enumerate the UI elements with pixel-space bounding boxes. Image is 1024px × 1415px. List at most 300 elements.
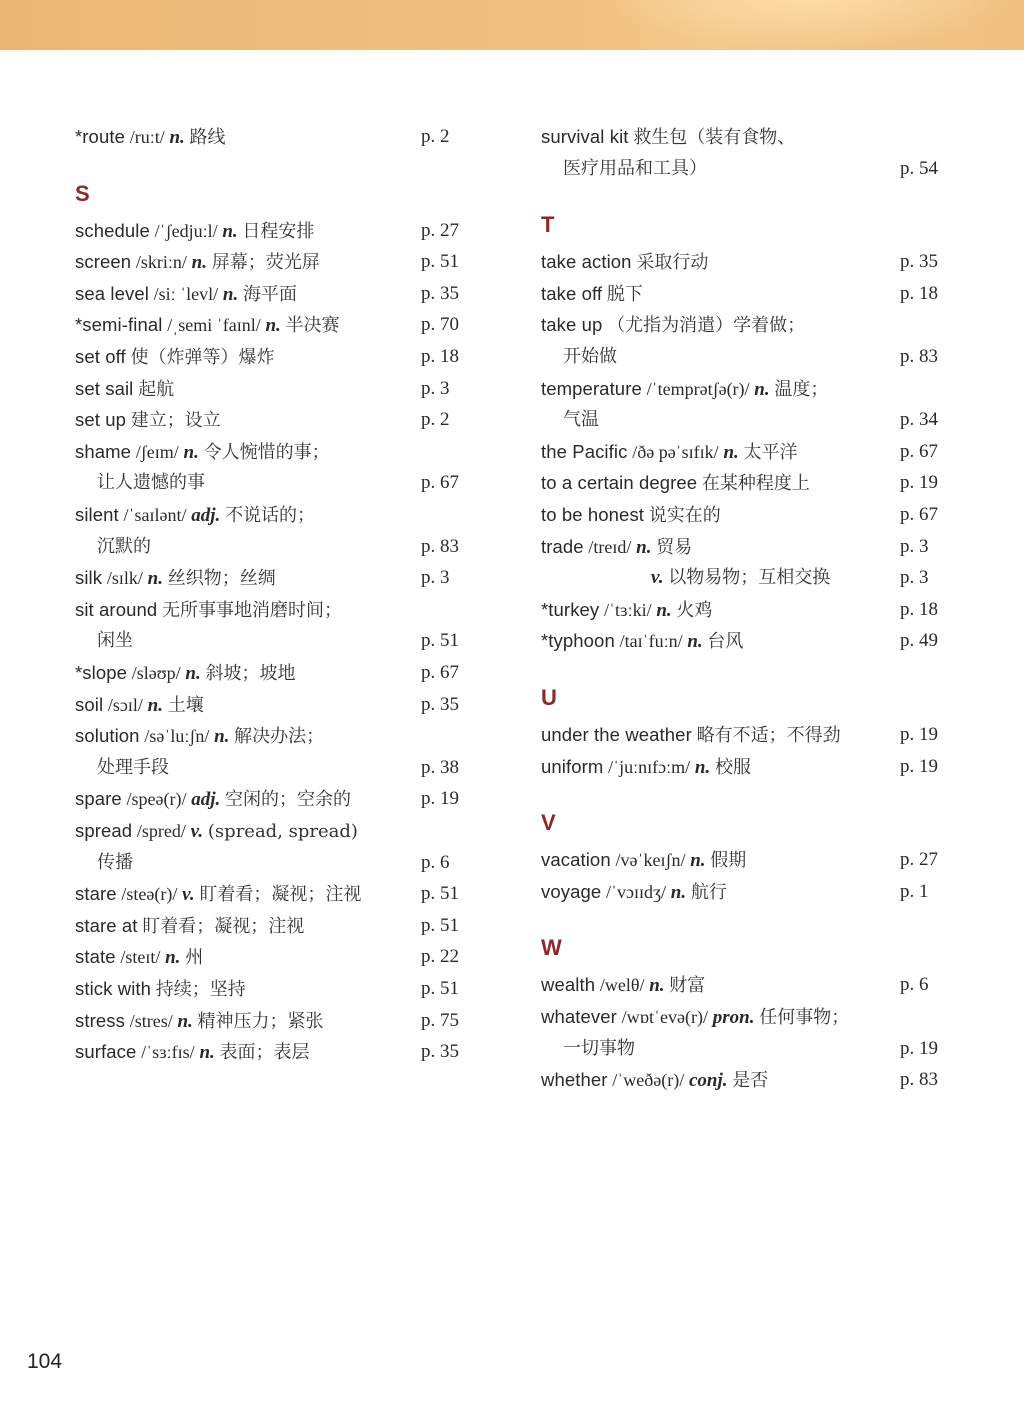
entry-definition-continued (563, 154, 707, 184)
entry-headword: take action (541, 251, 632, 273)
entry-headword: set off (75, 346, 126, 367)
entry-page-ref: p. 2 (421, 409, 450, 431)
entry-headword: spread (75, 820, 133, 841)
glossary-entry (541, 500, 961, 530)
entry-part-of-speech: n. (177, 1010, 193, 1032)
entry-headword: whether (541, 1069, 608, 1091)
entry-phonetic: /wɒtˈevə(r)/ (621, 1007, 708, 1027)
entry-text (75, 374, 174, 405)
entry-page-ref: p. 27 (900, 849, 938, 871)
entry-text (75, 658, 296, 689)
entry-headword: *turkey (541, 598, 600, 620)
glossary-entry (75, 595, 475, 625)
entry-definition: 说实在的 (648, 505, 721, 526)
entry-page-ref: p. 67 (421, 662, 459, 683)
entry-page-ref: p. 3 (900, 567, 929, 589)
glossary-entry (541, 374, 961, 404)
entry-phonetic: /welθ/ (599, 975, 645, 996)
entry-text (75, 784, 351, 815)
entry-text (541, 468, 810, 499)
entry-phonetic: /ˌsemi ˈfaɪnl/ (167, 315, 261, 336)
entry-part-of-speech: n. (723, 441, 739, 463)
entry-headword: survival kit (541, 126, 629, 147)
entry-page-ref: p. 27 (421, 219, 459, 241)
entry-page-ref: p. 19 (421, 788, 459, 810)
entry-definition: 解决办法； (234, 726, 325, 748)
entry-text (75, 563, 276, 594)
entry-phonetic: /ʃeɪm/ (135, 441, 179, 462)
entry-definition: 无所事事地消磨时间； (162, 599, 342, 621)
glossary-entry (75, 942, 475, 972)
entry-part-of-speech: n. (754, 378, 770, 400)
section-letter: T (541, 212, 555, 238)
entry-text (75, 595, 342, 626)
glossary-entry (541, 877, 961, 907)
entry-phonetic: /vəˈkeɪʃn/ (615, 850, 686, 871)
glossary-entry (75, 437, 475, 467)
section-letter: U (541, 685, 557, 710)
entry-text (541, 595, 712, 626)
entry-definition: 以物易物；互相交换 (668, 567, 831, 589)
entry-text (75, 816, 358, 847)
entry-headword: stick with (75, 978, 152, 999)
entry-page-ref: p. 49 (900, 630, 938, 652)
glossary-entry-continuation (75, 532, 475, 562)
entry-part-of-speech: n. (690, 850, 706, 872)
entry-headword: *slope (75, 662, 128, 683)
entry-page-ref: p. 35 (421, 282, 459, 304)
entry-page-ref: p. 51 (421, 251, 459, 273)
entry-part-of-speech: conj. (689, 1070, 728, 1092)
entry-definition: 丝织物；丝绸 (167, 568, 276, 590)
glossary-entry-continuation (541, 342, 961, 372)
glossary-entry-continuation (541, 154, 961, 184)
entry-page-ref: p. 70 (421, 314, 459, 336)
entry-definition: 日程安排 (242, 220, 315, 242)
entry-part-of-speech: n. (185, 663, 201, 684)
entry-page-ref: p. 18 (900, 598, 938, 620)
entry-text (541, 374, 828, 405)
entry-headword: take up (541, 314, 603, 336)
entry-definition: 让人遗憾的事 (97, 472, 205, 494)
entry-definition-continued (97, 626, 133, 656)
entry-definition: 气温 (563, 409, 599, 431)
entry-phonetic: /ˈjuːnɪfɔːm/ (608, 756, 691, 777)
glossary-entry (541, 437, 961, 467)
entry-page-ref: p. 22 (421, 946, 459, 968)
entry-text (75, 310, 340, 341)
entry-page-ref: p. 83 (900, 346, 938, 367)
entry-part-of-speech: n. (265, 315, 281, 337)
entry-part-of-speech: n. (199, 1042, 215, 1064)
entry-part-of-speech: v. (182, 884, 195, 906)
entry-definition: 起航 (138, 378, 175, 400)
entry-page-ref: p. 19 (900, 472, 938, 494)
entry-phonetic: /steɪt/ (120, 947, 161, 968)
entry-page-ref: p. 2 (421, 126, 450, 147)
entry-part-of-speech: adj. (191, 505, 221, 526)
entry-part-of-speech: n. (649, 975, 665, 997)
entry-headword: whatever (541, 1006, 617, 1027)
entry-part-of-speech: n. (687, 631, 703, 653)
entry-page-ref: p. 3 (421, 377, 450, 399)
glossary-entry (75, 974, 475, 1004)
glossary-entry-continuation (541, 1034, 961, 1064)
entry-text (541, 437, 798, 468)
entry-definition: 盯着看；凝视；注视 (142, 915, 305, 937)
entry-definition: 火鸡 (676, 599, 713, 621)
entry-headword: under the weather (541, 724, 692, 745)
entry-headword: the Pacific (541, 440, 628, 462)
entry-page-ref: p. 6 (421, 851, 450, 873)
entry-part-of-speech: n. (147, 694, 163, 716)
entry-text (541, 877, 727, 908)
glossary-entry (75, 784, 475, 814)
entry-headword: shame (75, 440, 132, 462)
entry-definition: 航行 (690, 881, 727, 903)
entry-headword: spare (75, 788, 122, 810)
entry-text (541, 310, 805, 341)
entry-headword: set up (75, 409, 126, 431)
entry-phonetic: /ruːt/ (129, 127, 165, 147)
entry-headword: surface (75, 1041, 137, 1063)
entry-phonetic: /ˈsaɪlənt/ (123, 505, 187, 525)
entry-phonetic: /ðə pəˈsɪfɪk/ (632, 441, 719, 462)
entry-definition: 是否 (732, 1070, 769, 1092)
glossary-entry (75, 658, 475, 688)
entry-definition-continued (97, 848, 133, 878)
entry-headword: trade (541, 535, 584, 557)
entry-definition-continued (563, 405, 599, 435)
entry-definition: 太平洋 (743, 441, 798, 463)
entry-part-of-speech: n. (147, 568, 163, 590)
entry-definition: （尤指为消遣）学着做； (607, 315, 806, 337)
entry-definition: 开始做 (563, 346, 617, 367)
entry-headword: screen (75, 251, 132, 273)
entry-phonetic: /səˈluːʃn/ (144, 726, 210, 747)
glossary-entry (75, 816, 475, 846)
entry-part-of-speech: n. (169, 127, 185, 148)
entry-phonetic: /stres/ (129, 1010, 173, 1031)
entry-phonetic: /taɪˈfuːn/ (619, 631, 683, 652)
entry-headword: voyage (541, 880, 602, 902)
entry-definition: 校服 (714, 756, 751, 778)
entry-part-of-speech: n. (165, 947, 181, 969)
glossary-entry-continuation (75, 753, 475, 783)
glossary-entry (75, 911, 475, 941)
entry-definition: 海平面 (243, 283, 297, 305)
entry-phonetic: /speə(r)/ (126, 789, 187, 810)
entry-definition: 令人惋惜的事； (203, 441, 330, 463)
glossary-entry-continuation (541, 563, 961, 593)
entry-text (541, 532, 692, 563)
glossary-entry (541, 845, 961, 875)
entry-phonetic: /skriːn/ (135, 252, 187, 273)
band-glow (600, 0, 1020, 50)
entry-page-ref: p. 83 (900, 1069, 938, 1091)
entry-part-of-speech: n. (214, 726, 230, 748)
glossary-entry (75, 216, 475, 246)
page-number: 104 (27, 1350, 63, 1373)
entry-page-ref: p. 3 (900, 535, 929, 557)
entry-text (541, 279, 643, 310)
entry-text (75, 405, 221, 436)
glossary-entry (541, 970, 961, 1000)
entry-phonetic: /ˈvɔɪɪdʒ/ (606, 881, 666, 902)
entry-headword: *route (75, 126, 125, 147)
entry-phonetic: /ˈtemprətʃə(r)/ (646, 378, 750, 399)
entry-definition: 财富 (669, 975, 706, 997)
entry-page-ref: p. 35 (421, 693, 459, 715)
entry-definition: 采取行动 (636, 252, 709, 274)
entry-text (541, 752, 751, 783)
entry-text (541, 1065, 768, 1096)
entry-definition: 救生包（装有食物、 (633, 127, 796, 148)
glossary-entry (75, 500, 475, 530)
entry-headword: soil (75, 693, 104, 715)
entry-part-of-speech: n. (636, 536, 652, 558)
glossary-entry (75, 247, 475, 277)
glossary-entry (75, 342, 475, 372)
glossary-entry (541, 247, 961, 277)
entry-text (541, 970, 705, 1001)
entry-part-of-speech: v. (651, 567, 664, 589)
entry-text (75, 247, 320, 278)
glossary-entry-continuation (75, 468, 475, 498)
entry-phonetic: /spred/ (136, 821, 186, 841)
glossary-entry (75, 879, 475, 909)
entry-page-ref: p. 83 (421, 535, 459, 557)
entry-definition-continued (563, 342, 617, 372)
glossary-entry (75, 1006, 475, 1036)
entry-part-of-speech: n. (191, 252, 207, 274)
entry-phonetic: /sləʊp/ (131, 663, 181, 683)
entry-part-of-speech: n. (694, 756, 711, 778)
entry-text (75, 216, 314, 247)
entry-definition-continued (97, 753, 169, 783)
glossary-entry-continuation (75, 848, 475, 878)
entry-definition-continued (563, 1034, 635, 1064)
entry-definition: 建立；设立 (130, 410, 221, 432)
entry-page-ref: p. 19 (900, 724, 938, 745)
entry-definition: 屏幕；荧光屏 (211, 252, 320, 274)
entry-definition: (spread, spread) (207, 821, 358, 842)
entry-part-of-speech: n. (222, 220, 238, 242)
entry-headword: set sail (75, 377, 134, 399)
entry-text (75, 942, 203, 973)
glossary-entry (541, 532, 961, 562)
entry-page-ref: p. 35 (421, 1041, 459, 1063)
entry-headword: silent (75, 504, 119, 525)
entry-definition: 不说话的； (225, 505, 316, 526)
entry-page-ref: p. 67 (421, 472, 459, 494)
entry-part-of-speech: n. (222, 283, 239, 305)
entry-page-ref: p. 18 (421, 346, 459, 367)
entry-headword: schedule (75, 219, 150, 241)
entry-definition: 在某种程度上 (701, 473, 810, 495)
entry-definition: 持续；坚持 (155, 979, 246, 1000)
entry-headword: solution (75, 725, 140, 747)
entry-definition: 半决赛 (285, 315, 340, 337)
entry-page-ref: p. 3 (421, 567, 450, 589)
entry-page-ref: p. 67 (900, 504, 938, 525)
entry-part-of-speech: pron. (712, 1007, 755, 1028)
entry-page-ref: p. 51 (421, 883, 459, 905)
entry-text (541, 845, 746, 876)
entry-headword: *semi-final (75, 314, 163, 336)
entry-page-ref: p. 51 (421, 630, 459, 652)
entry-definition: 假期 (710, 850, 747, 872)
entry-definition: 温度； (774, 378, 829, 400)
entry-phonetic: /ˈtɜːki/ (604, 599, 652, 620)
entry-text (75, 1006, 324, 1037)
entry-part-of-speech: n. (670, 881, 687, 903)
entry-page-ref: p. 35 (900, 251, 938, 273)
entry-text (541, 1002, 849, 1033)
entry-headword: uniform (541, 755, 604, 777)
entry-definition: 闲坐 (97, 630, 133, 652)
entry-text (75, 342, 275, 373)
section-letter: V (541, 810, 556, 836)
entry-headword: state (75, 946, 116, 968)
glossary-entry (541, 1002, 961, 1032)
entry-phonetic: /sɪlk/ (106, 568, 143, 589)
section-letter: W (541, 935, 562, 961)
entry-definition: 精神压力；紧张 (197, 1010, 324, 1032)
entry-text (75, 500, 315, 531)
glossary-entry (541, 720, 961, 750)
glossary-entry (541, 1065, 961, 1095)
entry-definition: 州 (185, 947, 204, 969)
entry-phonetic: /siː ˈlevl/ (153, 283, 219, 304)
entry-part-of-speech: adj. (191, 789, 221, 811)
entry-definition: 一切事物 (563, 1037, 635, 1059)
entry-headword: stare (75, 883, 117, 905)
entry-text (75, 122, 226, 153)
entry-headword: wealth (541, 974, 596, 996)
entry-definition: 路线 (189, 127, 226, 148)
entry-definition: 脱下 (606, 283, 643, 305)
entry-definition: 贸易 (656, 536, 693, 558)
glossary-entry (75, 310, 475, 340)
entry-page-ref: p. 19 (900, 1037, 938, 1059)
entry-page-ref: p. 34 (900, 409, 938, 431)
entry-text (75, 974, 246, 1005)
entry-definition: 使（炸弹等）爆炸 (130, 347, 275, 368)
entry-headword: to be honest (541, 504, 645, 525)
entry-text (75, 690, 204, 721)
entry-definition: 处理手段 (97, 756, 169, 778)
entry-text (75, 911, 304, 942)
entry-phonetic: /ˈʃedjuːl/ (154, 220, 218, 241)
entry-page-ref: p. 38 (421, 756, 459, 778)
glossary-entry (75, 374, 475, 404)
glossary-entry (541, 279, 961, 309)
glossary-entry-continuation (541, 405, 961, 435)
entry-text (75, 1037, 310, 1068)
entry-page-ref: p. 75 (421, 1009, 459, 1031)
entry-definition: 空闲的；空余的 (225, 789, 352, 811)
entry-headword: *typhoon (541, 630, 615, 652)
entry-part-of-speech: n. (656, 599, 672, 621)
entry-definition: 表面；表层 (219, 1042, 310, 1064)
top-decorative-band (0, 0, 1024, 50)
entry-text (75, 879, 361, 910)
glossary-entry-continuation (75, 626, 475, 656)
entry-page-ref: p. 67 (900, 440, 938, 462)
entry-headword: to a certain degree (541, 472, 698, 494)
glossary-entry (541, 752, 961, 782)
entry-part-of-speech: v. (190, 821, 204, 842)
entry-definition-continued (97, 468, 205, 498)
entry-headword: sit around (75, 598, 158, 620)
glossary-entry (541, 310, 961, 340)
entry-definition: 土壤 (167, 694, 204, 716)
entry-text (75, 721, 324, 752)
entry-sense (651, 563, 830, 593)
entry-headword: stress (75, 1009, 125, 1031)
entry-headword: temperature (541, 377, 642, 399)
entry-headword: stare at (75, 914, 138, 936)
glossary-entry (541, 626, 961, 656)
entry-definition: 斜坡；坡地 (205, 663, 296, 684)
entry-definition: 传播 (97, 851, 133, 873)
entry-headword: vacation (541, 849, 611, 871)
entry-text (541, 122, 795, 153)
entry-page-ref: p. 18 (900, 282, 938, 304)
entry-phonetic: /sɔɪl/ (107, 694, 143, 715)
entry-text (541, 626, 743, 657)
glossary-entry (75, 405, 475, 435)
entry-definition: 台风 (707, 631, 744, 653)
entry-definition: 医疗用品和工具） (563, 157, 707, 179)
entry-page-ref: p. 1 (900, 880, 929, 902)
entry-text (75, 279, 297, 310)
entry-headword: silk (75, 567, 103, 589)
glossary-entry (541, 468, 961, 498)
glossary-entry (541, 595, 961, 625)
glossary-entry (541, 122, 961, 152)
entry-text (541, 247, 708, 278)
section-letter: S (75, 180, 90, 206)
entry-text (75, 437, 330, 468)
glossary-entry (75, 122, 475, 152)
entry-page-ref: p. 51 (421, 914, 459, 936)
entry-definition-continued (97, 532, 151, 562)
entry-page-ref: p. 19 (900, 755, 938, 777)
entry-part-of-speech: n. (183, 441, 199, 463)
entry-definition: 任何事物； (759, 1007, 850, 1028)
glossary-entry (75, 1037, 475, 1067)
entry-phonetic: /ˈsɜːfɪs/ (141, 1042, 195, 1063)
entry-definition: 沉默的 (97, 535, 151, 557)
entry-headword: take off (541, 282, 603, 304)
entry-phonetic: /treɪd/ (588, 536, 632, 557)
entry-definition: 盯着看；凝视；注视 (199, 884, 362, 906)
glossary-entry (75, 563, 475, 593)
entry-phonetic: /ˈweðə(r)/ (612, 1070, 685, 1091)
entry-text (541, 500, 721, 531)
glossary-entry (75, 690, 475, 720)
entry-page-ref: p. 51 (421, 978, 459, 999)
glossary-entry (75, 279, 475, 309)
entry-phonetic: /steə(r)/ (121, 884, 178, 905)
entry-definition: 略有不适；不得劲 (696, 725, 841, 746)
entry-text (541, 720, 841, 751)
entry-page-ref: p. 6 (900, 974, 929, 996)
entry-page-ref: p. 54 (900, 157, 938, 179)
entry-headword: sea level (75, 282, 149, 304)
